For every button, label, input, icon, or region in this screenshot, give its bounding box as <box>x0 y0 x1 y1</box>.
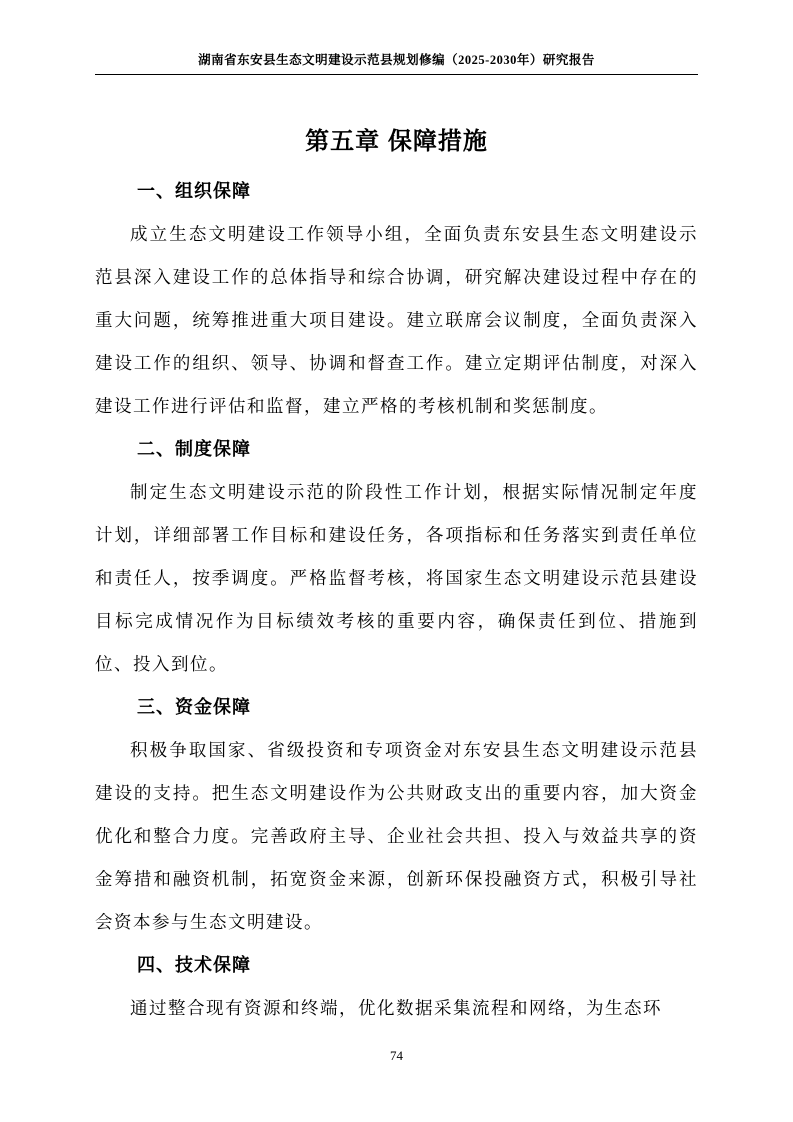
section-heading-institution: 二、制度保障 <box>137 439 251 459</box>
section-heading-organization: 一、组织保障 <box>137 181 251 201</box>
section-paragraph-technology: 通过整合现有资源和终端，优化数据采集流程和网络，为生态环 <box>130 998 662 1018</box>
section-paragraph-funding: 积极争取国家、省级投资和专项资金对东安县生态文明建设示范县建设的支持。把生态文明建设作为公共财政支出的重要内容，加大资金优化和整合力度。完善政府主导、企业社会共担、投入与效益共享的资金筹措和融资机制，拓宽资金来源，创新环保投融资方式，积极引导社会资本参与生态文明建设。 <box>95 740 698 932</box>
running-header: 湖南省东安县生态文明建设示范县规划修编（2025-2030年）研究报告 <box>198 53 595 67</box>
section-paragraph-institution: 制定生态文明建设示范的阶段性工作计划，根据实际情况制定年度计划，详细部署工作目标和建设任务，各项指标和任务落实到责任单位和责任人，按季调度。严格监督考核，将国家生态文明建设示范县建设目标完成情况作为目标绩效考核的重要内容，确保责任到位、措施到位、投入到位。 <box>95 482 698 674</box>
section-heading-technology: 四、技术保障 <box>137 955 251 975</box>
page-number: 74 <box>390 1048 403 1063</box>
header-divider <box>95 74 698 75</box>
section-heading-funding: 三、资金保障 <box>137 697 251 717</box>
chapter-title: 第五章 保障措施 <box>305 128 488 155</box>
document-body <box>0 170 793 1030</box>
section-paragraph-organization: 成立生态文明建设工作领导小组，全面负责东安县生态文明建设示范县深入建设工作的总体指导和综合协调，研究解决建设过程中存在的重大问题，统筹推进重大项目建设。建立联席会议制度，全面负责深入建设工作的组织、领导、协调和督查工作。建立定期评估制度，对深入建设工作进行评估和监督，建立严格的考核机制和奖惩制度。 <box>95 224 698 416</box>
